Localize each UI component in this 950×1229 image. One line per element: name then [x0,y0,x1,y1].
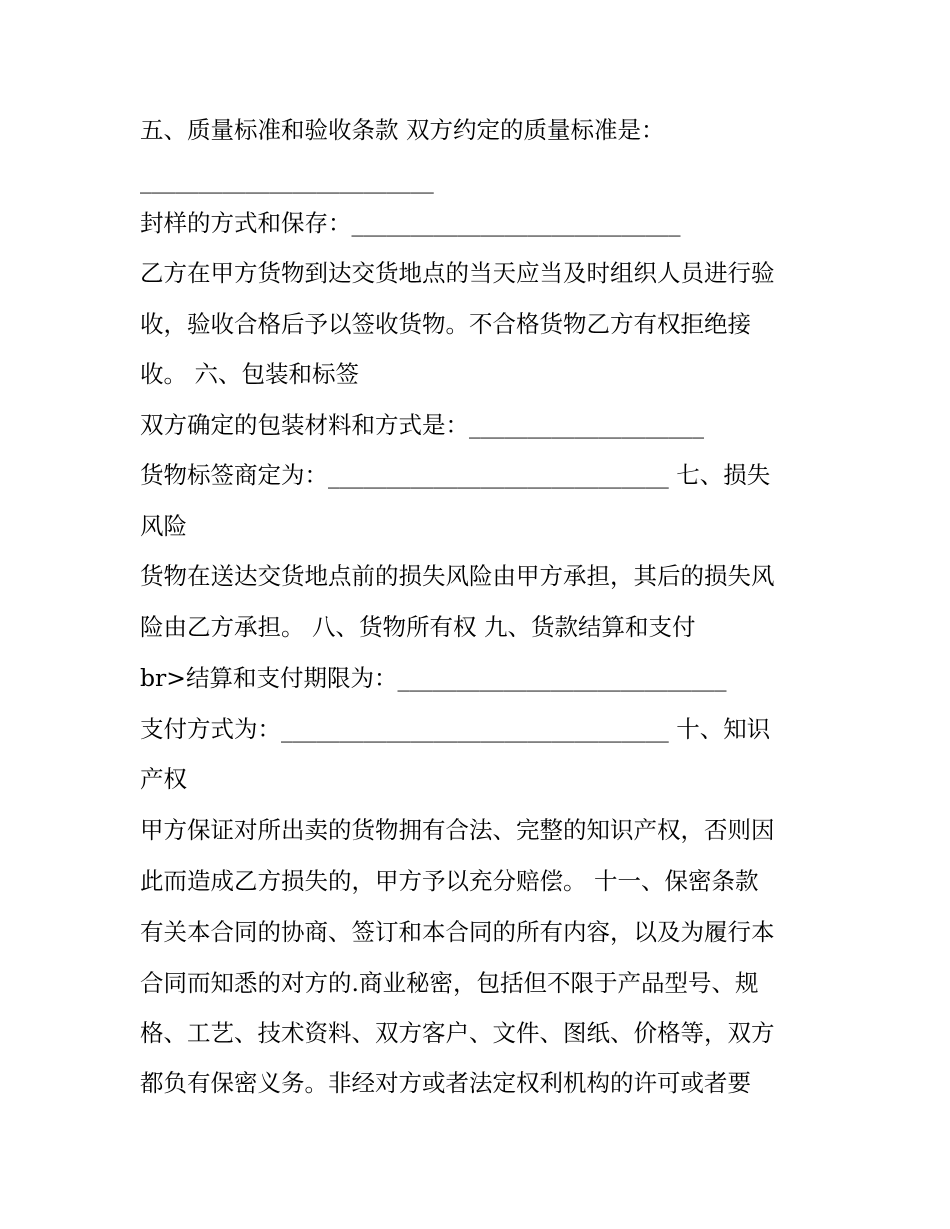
text-line-16: 此而造成乙方损失的，甲方予以充分赔偿。 十一、保密条款 [140,867,759,895]
text-line-18: 合同而知悉的对方的.商业秘密，包括但不限于产品型号、规 [140,969,759,997]
text-line-2: _________________________ [140,166,434,194]
text-line-7: 双方确定的包装材料和方式是：____________________ [140,411,704,439]
text-line-17: 有关本合同的协商、签订和本合同的所有内容，以及为履行本 [140,918,775,946]
text-line-1: 五、质量标准和验收条款 双方约定的质量标准是： [140,116,665,144]
text-line-20: 都负有保密义务。非经对方或者法定权利机构的许可或者要 [140,1069,751,1097]
text-line-12: br>结算和支付期限为：____________________________ [140,664,727,692]
text-line-9: 风险 [140,512,187,540]
text-line-11: 险由乙方承担。 八、货物所有权 九、货款结算和支付 [140,613,696,641]
text-line-5: 收，验收合格后予以签收货物。不合格货物乙方有权拒绝接 [140,310,751,338]
text-line-14: 产权 [140,765,187,793]
text-line-10: 货物在送达交货地点前的损失风险由甲方承担，其后的损失风 [140,562,775,590]
text-line-19: 格、工艺、技术资料、双方客户、文件、图纸、价格等，双方 [140,1019,775,1047]
text-line-13: 支付方式为：_________________________________ 十、知识 [140,715,771,743]
text-line-3: 封样的方式和保存：____________________________ [140,209,681,237]
text-line-6: 收。 六、包装和标签 [140,360,359,388]
text-line-4: 乙方在甲方货物到达交货地点的当天应当及时组织人员进行验 [140,259,775,287]
text-line-8: 货物标签商定为：_____________________________ 七、损失 [140,461,771,489]
text-line-15: 甲方保证对所出卖的货物拥有合法、完整的知识产权，否则因 [140,816,775,844]
